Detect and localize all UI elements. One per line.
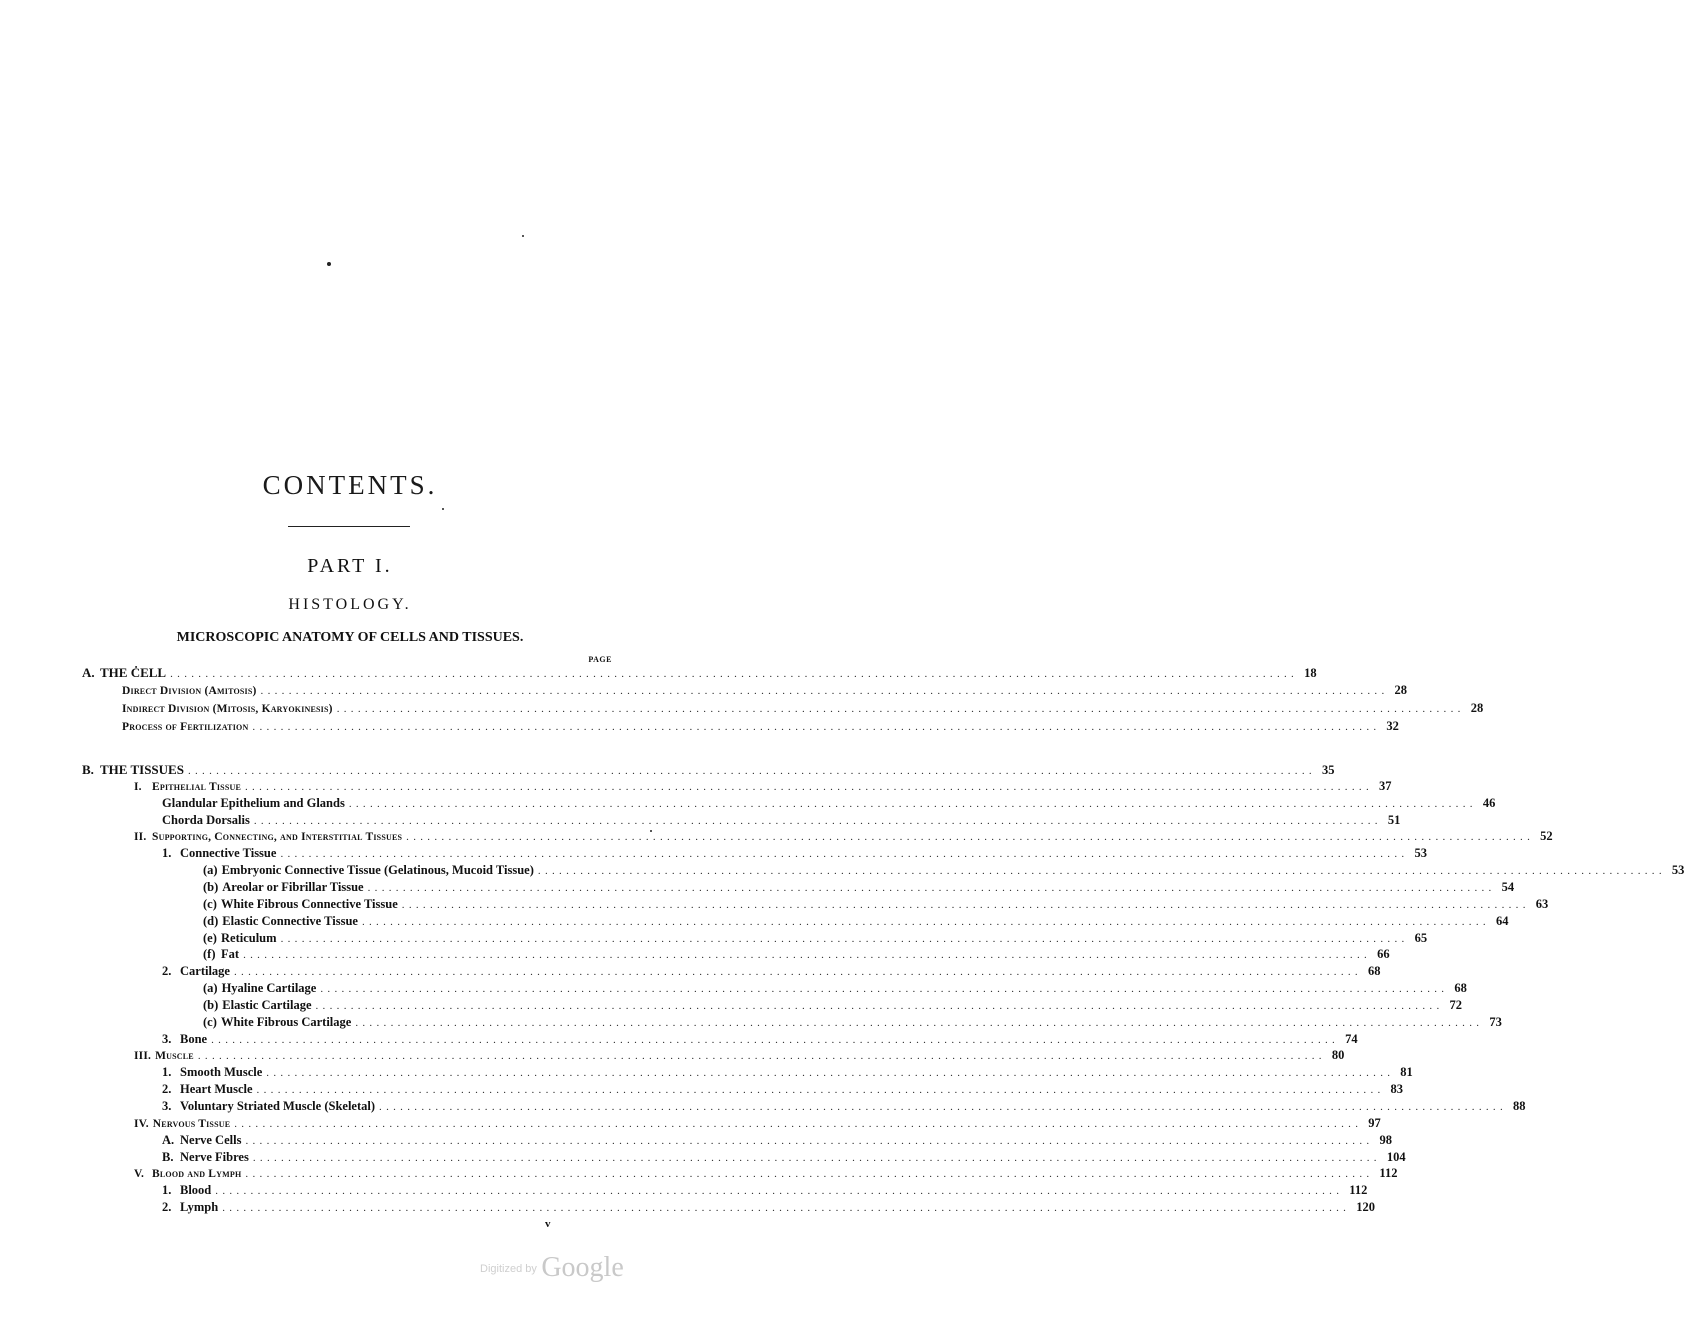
toc-entry xyxy=(203,896,1549,913)
toc-entry xyxy=(134,1047,1345,1064)
toc-entry-label xyxy=(162,1149,249,1166)
toc-entry xyxy=(162,963,1381,980)
digitization-watermark xyxy=(480,1252,624,1284)
toc-entry-number: IV. xyxy=(134,1117,149,1130)
toc-entry-label xyxy=(203,997,312,1014)
toc-entry-label xyxy=(203,913,358,930)
toc-entry-number: 3. xyxy=(162,1031,172,1046)
toc-entry-text: Chorda Dorsalis xyxy=(162,812,250,827)
toc-entry-number: B. xyxy=(162,1149,174,1164)
toc-entry-page: 88 xyxy=(1513,1099,1526,1113)
dot-leader: ................................................................................................................................................................ xyxy=(234,1117,1363,1130)
toc-entry-number: (b) xyxy=(203,997,219,1012)
toc-entry xyxy=(82,664,1317,681)
toc-entry-page: 53 xyxy=(1414,846,1427,861)
toc-entry-label xyxy=(122,701,333,718)
toc-entry-number: III. xyxy=(134,1050,152,1063)
toc-entry xyxy=(203,980,1467,997)
toc-entry xyxy=(162,812,1401,829)
toc-entry xyxy=(162,1199,1375,1216)
section-subtitle: MICROSCOPIC ANATOMY OF CELLS AND TISSUES. xyxy=(176,630,524,645)
toc-entry-label xyxy=(162,1182,211,1199)
toc-entry-text: Supporting, Connecting, and Interstitial Tissues xyxy=(152,831,403,844)
toc-entry xyxy=(82,761,1335,778)
dot-leader: ................................................................................................................................................................ xyxy=(355,1016,1484,1029)
toc-entry-number: A. xyxy=(82,665,95,680)
ink-speck xyxy=(442,508,444,510)
toc-entry-page: 28 xyxy=(1470,701,1484,715)
dot-leader: ................................................................................................................................................................ xyxy=(245,780,1373,793)
toc-entry-label xyxy=(203,896,398,913)
toc-entry-text: Cartilage xyxy=(180,964,230,979)
toc-entry-page: 68 xyxy=(1367,964,1381,979)
toc-entry-text: Indirect Division (Mitosis, Karyokinesis) xyxy=(122,703,333,715)
toc-entry-text: Areolar or Fibrillar Tissue xyxy=(222,879,364,894)
toc-entry-page: 28 xyxy=(1394,683,1408,697)
toc-entry-page: 72 xyxy=(1449,997,1462,1012)
dot-leader: ................................................................................................................................................................ xyxy=(401,898,1530,911)
dot-leader: ................................................................................................................................................................ xyxy=(170,668,1299,680)
toc-entry-label xyxy=(162,1031,207,1048)
toc-entry-label xyxy=(134,829,402,846)
toc-entry xyxy=(122,700,1484,717)
toc-entry-number: B. xyxy=(82,762,94,777)
toc-entry-text: Nervous Tissue xyxy=(152,1117,231,1130)
dot-leader: ................................................................................................................................................................ xyxy=(537,865,1666,878)
toc-entry xyxy=(134,828,1553,845)
toc-entry-number: II. xyxy=(134,831,147,844)
toc-entry-page: 63 xyxy=(1535,896,1549,911)
toc-entry-text: Blood and Lymph xyxy=(152,1168,242,1181)
toc-entry-label xyxy=(162,1064,262,1081)
toc-entry-number: 2. xyxy=(162,1082,172,1097)
toc-entry-label xyxy=(134,1166,241,1183)
toc-entry-label xyxy=(162,1081,253,1098)
toc-entry-text: White Fibrous Cartilage xyxy=(221,1014,352,1029)
ink-speck xyxy=(522,235,524,237)
dot-leader: ................................................................................................................................................................ xyxy=(320,983,1449,996)
toc-entry-text: Blood xyxy=(180,1183,212,1198)
toc-entry-label xyxy=(162,795,345,812)
toc-entry-page: 52 xyxy=(1540,829,1553,844)
toc-entry-number: (b) xyxy=(203,879,219,894)
dot-leader: ................................................................................................................................................................ xyxy=(252,1151,1381,1164)
toc-entry-label xyxy=(134,1048,194,1065)
toc-entry xyxy=(162,1182,1368,1199)
toc-entry-number: 1. xyxy=(162,846,172,861)
toc-entry xyxy=(134,1115,1381,1132)
toc-entry-label xyxy=(134,1116,230,1133)
toc-entry xyxy=(162,795,1496,812)
toc-entry-text: THE ĊELL xyxy=(100,665,167,680)
dot-leader: ................................................................................................................................................................ xyxy=(245,1168,1374,1181)
toc-entry-label xyxy=(203,930,277,947)
toc-entry xyxy=(162,1064,1413,1081)
toc-entry xyxy=(203,946,1390,963)
toc-entry-number: 2. xyxy=(162,1200,172,1215)
toc-entry-page: 74 xyxy=(1345,1031,1358,1046)
page-column-label: PAGE xyxy=(588,655,612,664)
watermark-prefix: Digitized by xyxy=(480,1263,537,1275)
toc-entry-page: 80 xyxy=(1331,1048,1345,1063)
toc-entry-number: (a) xyxy=(203,981,218,996)
toc-entry-text: Embryonic Connective Tissue (Gelatinous, Mucoid Tissue) xyxy=(221,863,534,878)
toc-entry-page: 64 xyxy=(1495,913,1509,928)
toc-entry-text: Epithelial Tissue xyxy=(152,780,241,793)
toc-entry-text: Lymph xyxy=(180,1200,219,1215)
toc-entry xyxy=(122,682,1408,699)
toc-entry-text: Direct Division (Amitosis) xyxy=(122,685,257,697)
toc-entry-page: 53 xyxy=(1671,863,1684,878)
toc-entry-label xyxy=(122,719,248,736)
toc-entry-label xyxy=(203,1014,351,1031)
toc-entry-page: 51 xyxy=(1387,812,1401,827)
dot-leader: ................................................................................................................................................................ xyxy=(211,1033,1340,1046)
toc-entry xyxy=(203,997,1462,1014)
toc-entry xyxy=(122,718,1399,735)
toc-entry-text: Process of Fertilization xyxy=(122,721,249,733)
toc-entry-label xyxy=(162,1098,375,1115)
toc-entry xyxy=(134,1165,1398,1182)
toc-entry-text: Nerve Cells xyxy=(180,1132,242,1147)
toc-entry xyxy=(162,845,1427,862)
toc-entry-number: (c) xyxy=(203,1014,217,1029)
toc-entry-page: 18 xyxy=(1304,666,1317,680)
toc-entry xyxy=(162,1149,1406,1166)
toc-entry-number: 1. xyxy=(162,1065,172,1080)
dot-leader: ................................................................................................................................................................ xyxy=(315,999,1444,1012)
dot-leader: ................................................................................................................................................................ xyxy=(348,797,1477,810)
toc-entry-number: A. xyxy=(162,1132,175,1147)
toc-entry-number: 3. xyxy=(162,1099,172,1113)
toc-entry xyxy=(162,1031,1358,1048)
toc-entry-page: 97 xyxy=(1368,1115,1381,1130)
toc-entry-label xyxy=(203,946,239,963)
toc-entry-text: Smooth Muscle xyxy=(180,1065,263,1080)
toc-entry-text: Voluntary Striated Muscle (Skeletal) xyxy=(180,1099,376,1113)
toc-entry xyxy=(203,862,1684,879)
toc-entry-page: 35 xyxy=(1321,763,1335,777)
toc-entry-label xyxy=(203,980,316,997)
dot-leader: ................................................................................................................................................................ xyxy=(243,949,1372,962)
toc-entry-page: 46 xyxy=(1482,795,1496,810)
toc-entry-label xyxy=(162,1199,218,1216)
toc-entry-text: Reticulum xyxy=(221,930,277,945)
toc-entry-label xyxy=(122,683,257,700)
dot-leader: ................................................................................................................................................................ xyxy=(233,966,1362,979)
toc-entry-text: Bone xyxy=(180,1031,208,1046)
toc-entry-number: 2. xyxy=(162,964,172,979)
dot-leader: ................................................................................................................................................................ xyxy=(222,1202,1351,1215)
toc-entry-page: 65 xyxy=(1414,930,1428,945)
dot-leader: ................................................................................................................................................................ xyxy=(280,848,1409,861)
dot-leader: ................................................................................................................................................................ xyxy=(280,932,1409,945)
toc-entry-text: Connective Tissue xyxy=(180,846,277,861)
toc-entry-text: Fat xyxy=(221,947,240,962)
toc-entry xyxy=(162,1098,1526,1115)
toc-entry-number: (e) xyxy=(203,930,217,945)
toc-entry-text: Nerve Fibres xyxy=(180,1149,249,1164)
toc-entry-number: (d) xyxy=(203,913,219,928)
dot-leader: ................................................................................................................................................................ xyxy=(256,1084,1385,1097)
dot-leader: ................................................................................................................................................................ xyxy=(252,721,1381,733)
toc-entry xyxy=(203,930,1428,947)
ink-speck xyxy=(327,262,331,266)
dot-leader: ................................................................................................................................................................ xyxy=(245,1134,1374,1147)
toc-entry-text: Hyaline Cartilage xyxy=(221,981,317,996)
toc-entry-number: 1. xyxy=(162,1183,172,1198)
dot-leader: ................................................................................................................................................................ xyxy=(379,1101,1508,1113)
toc-entry xyxy=(134,778,1392,795)
toc-entry-number: V. xyxy=(134,1168,145,1181)
dot-leader: ................................................................................................................................................................ xyxy=(260,685,1389,697)
watermark-brand: Google xyxy=(541,1252,624,1283)
toc-entry-page: 98 xyxy=(1379,1132,1392,1147)
toc-entry-page: 32 xyxy=(1386,719,1399,733)
toc-entry-page: 54 xyxy=(1501,879,1515,894)
toc-entry-page: 66 xyxy=(1377,947,1390,962)
toc-entry-text: White Fibrous Connective Tissue xyxy=(221,896,398,911)
dot-leader: ................................................................................................................................................................ xyxy=(215,1185,1344,1198)
toc-entry-number: (a) xyxy=(203,863,218,878)
section-heading: HISTOLOGY. xyxy=(288,596,412,613)
toc-entry-page: 83 xyxy=(1390,1082,1404,1097)
toc-entry xyxy=(203,1014,1502,1031)
folio-number: v xyxy=(545,1218,551,1230)
dot-leader: ................................................................................................................................................................ xyxy=(266,1067,1395,1080)
toc-entry-page: 104 xyxy=(1386,1149,1406,1164)
dot-leader: ................................................................................................................................................................ xyxy=(336,703,1465,715)
part-heading: PART I. xyxy=(307,555,393,577)
toc-entry-label xyxy=(82,761,184,778)
dot-leader: ................................................................................................................................................................ xyxy=(197,1050,1326,1063)
dot-leader: ................................................................................................................................................................ xyxy=(253,814,1382,827)
toc-entry xyxy=(162,1081,1404,1098)
toc-entry-number: (f) xyxy=(203,947,216,962)
toc-entry xyxy=(203,913,1509,930)
dot-leader: ................................................................................................................................................................ xyxy=(361,915,1490,928)
toc-entry-page: 81 xyxy=(1400,1065,1413,1080)
toc-entry-number: I. xyxy=(134,780,142,793)
toc-entry-label xyxy=(203,862,534,879)
toc-entry xyxy=(162,1132,1392,1149)
toc-entry xyxy=(203,879,1515,896)
toc-entry-text: Elastic Cartilage xyxy=(222,997,312,1012)
dot-leader: ................................................................................................................................................................ xyxy=(406,831,1535,844)
toc-entry-page: 37 xyxy=(1379,778,1392,793)
toc-entry-page: 73 xyxy=(1489,1014,1502,1029)
toc-entry-page: 120 xyxy=(1356,1200,1375,1215)
dot-leader: ................................................................................................................................................................ xyxy=(187,765,1316,777)
toc-entry-text: Heart Muscle xyxy=(180,1082,253,1097)
title-rule xyxy=(288,526,410,527)
toc-entry-page: 68 xyxy=(1454,981,1467,996)
page-title: CONTENTS. xyxy=(262,470,438,500)
dot-leader: ................................................................................................................................................................ xyxy=(367,881,1496,894)
toc-entry-page: 112 xyxy=(1349,1183,1368,1198)
toc-entry-page: 112 xyxy=(1379,1166,1398,1181)
toc-entry-label xyxy=(162,1132,241,1149)
toc-entry-text: THE TISSUES xyxy=(100,762,184,777)
toc-entry-label xyxy=(162,812,250,829)
toc-entry-number: (c) xyxy=(203,896,217,911)
toc-entry-label xyxy=(82,664,166,681)
toc-entry-text: Elastic Connective Tissue xyxy=(222,913,358,928)
toc-entry-label xyxy=(203,879,364,896)
toc-entry-text: Glandular Epithelium and Glands xyxy=(162,795,345,810)
toc-entry-label xyxy=(162,845,276,862)
toc-entry-label xyxy=(162,963,230,980)
toc-entry-text: Muscle xyxy=(155,1050,194,1063)
toc-entry-label xyxy=(134,779,241,796)
